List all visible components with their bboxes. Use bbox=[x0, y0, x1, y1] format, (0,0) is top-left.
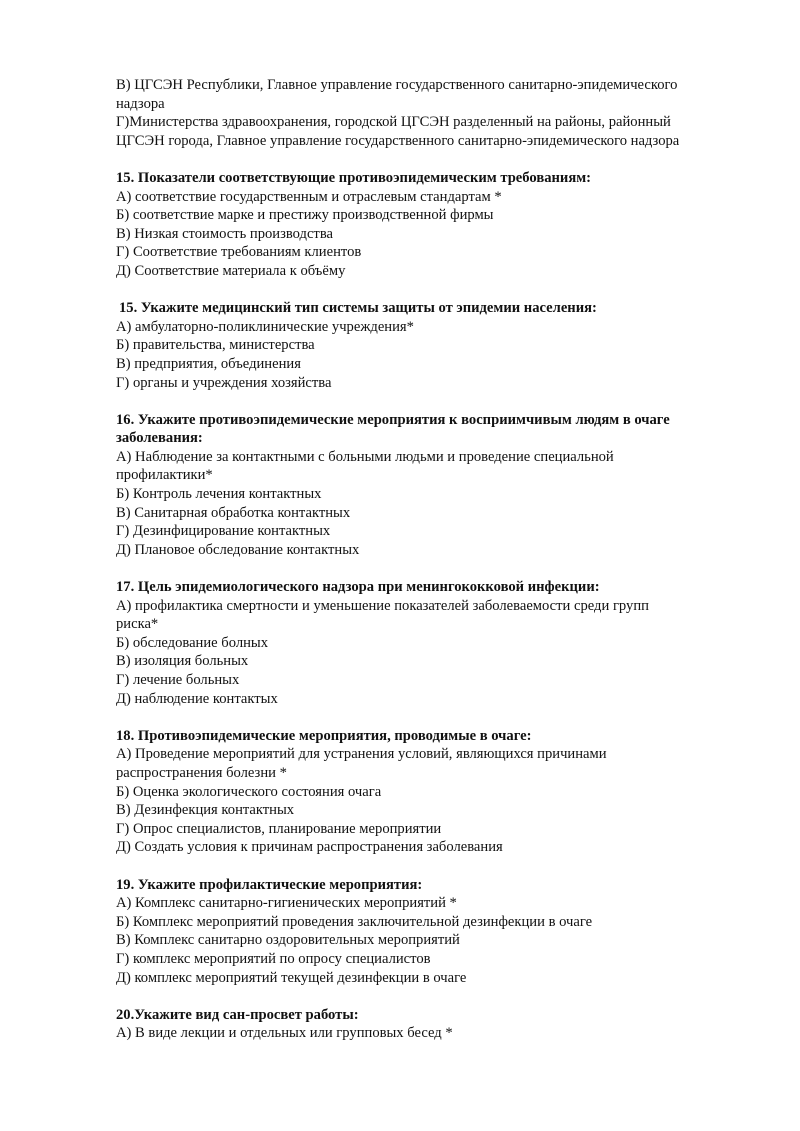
answer-option: Б) обследование болных bbox=[116, 634, 269, 651]
question-20 bbox=[116, 1006, 756, 1043]
question-title: 18. Противоэпидемические мероприятия, проводимые в очаге: bbox=[116, 727, 532, 744]
answer-option: В) Дезинфекция контактных bbox=[116, 802, 295, 819]
option-line: Г)Министерства здравоохранения, городской ЦГСЭН разделенный на районы, районный bbox=[116, 114, 671, 131]
answer-option: А) В виде лекции и отдельных или групповых бесед * bbox=[116, 1025, 453, 1042]
question-title: 15. Укажите медицинский тип системы защиты от эпидемии населения: bbox=[119, 300, 597, 317]
answer-option: Д) Плановое обследование контактных bbox=[116, 541, 360, 558]
question-title: 20.Укажите вид сан-просвет работы: bbox=[116, 1006, 359, 1023]
document-page bbox=[116, 76, 756, 1061]
answer-option: Б) Контроль лечения контактных bbox=[116, 486, 322, 503]
answer-option: Г) лечение больных bbox=[116, 672, 240, 688]
intro-options bbox=[116, 76, 756, 150]
answer-option: В) изоляция больных bbox=[116, 653, 249, 670]
question-title: 19. Укажите профилактические мероприятия: bbox=[116, 876, 423, 893]
answer-option: Б) соответствие марке и престижу производственной фирмы bbox=[116, 207, 494, 224]
question-18 bbox=[116, 727, 756, 857]
answer-option: риска* bbox=[116, 616, 159, 633]
answer-option: Г) комплекс мероприятий по опросу специалистов bbox=[116, 950, 431, 967]
answer-option: В) Комплекс санитарно оздоровительных мероприятий bbox=[116, 932, 460, 949]
question-19 bbox=[116, 876, 756, 988]
question-title: 15. Показатели соответствующие противоэпидемическим требованиям: bbox=[116, 169, 592, 186]
answer-option: Г) органы и учреждения хозяйства bbox=[116, 374, 332, 391]
answer-option: распространения болезни * bbox=[116, 764, 287, 781]
answer-option: А) профилактика смертности и уменьшение показателей заболеваемости среди групп bbox=[116, 597, 649, 614]
answer-option: А) Комплекс санитарно-гигиенических мероприятий * bbox=[116, 895, 457, 912]
answer-option: Г) Опрос специалистов, планирование мероприятии bbox=[116, 820, 442, 837]
answer-option: В) Санитарная обработка контактных bbox=[116, 504, 351, 521]
option-line: надзора bbox=[116, 95, 165, 112]
question-title-continued: заболевания: bbox=[116, 430, 203, 447]
option-line: ЦГСЭН города, Главное управление государственного санитарно-эпидемического надзора bbox=[116, 132, 680, 149]
answer-option: А) амбулаторно-поликлинические учреждения* bbox=[116, 318, 414, 335]
answer-option: Д) комплекс мероприятий текущей дезинфекции в очаге bbox=[116, 969, 467, 986]
question-17 bbox=[116, 578, 756, 708]
question-15-medical-type bbox=[116, 299, 756, 392]
answer-option: Г) Дезинфицирование контактных bbox=[116, 523, 331, 540]
question-title: 16. Укажите противоэпидемические мероприятия к восприимчивым людям в очаге bbox=[116, 411, 670, 428]
answer-option: А) Проведение мероприятий для устранения условий, являющихся причинами bbox=[116, 746, 607, 763]
answer-option: А) соответствие государственным и отраслевым стандартам * bbox=[116, 188, 502, 205]
answer-option: Г) Соответствие требованиям клиентов bbox=[116, 244, 362, 261]
option-line: В) ЦГСЭН Республики, Главное управление государственного санитарно-эпидемического bbox=[116, 77, 678, 93]
answer-option: Д) Создать условия к причинам распространения заболевания bbox=[116, 839, 503, 856]
question-title: 17. Цель эпидемиологического надзора при менингококковой инфекции: bbox=[116, 579, 600, 596]
answer-option: профилактики* bbox=[116, 467, 213, 484]
question-15-indicators bbox=[116, 169, 756, 281]
question-16 bbox=[116, 411, 756, 560]
answer-option: А) Наблюдение за контактными с больными людьми и проведение специальной bbox=[116, 448, 614, 465]
answer-option: Б) Комплекс мероприятий проведения заключительной дезинфекции в очаге bbox=[116, 913, 593, 930]
answer-option: В) Низкая стоимость производства bbox=[116, 225, 333, 242]
answer-option: Д) Соответствие материала к объёму bbox=[116, 262, 346, 279]
answer-option: Б) Оценка экологического состояния очага bbox=[116, 783, 382, 800]
answer-option: Д) наблюдение контактых bbox=[116, 690, 278, 707]
answer-option: В) предприятия, объединения bbox=[116, 355, 301, 372]
answer-option: Б) правительства, министерства bbox=[116, 337, 315, 354]
